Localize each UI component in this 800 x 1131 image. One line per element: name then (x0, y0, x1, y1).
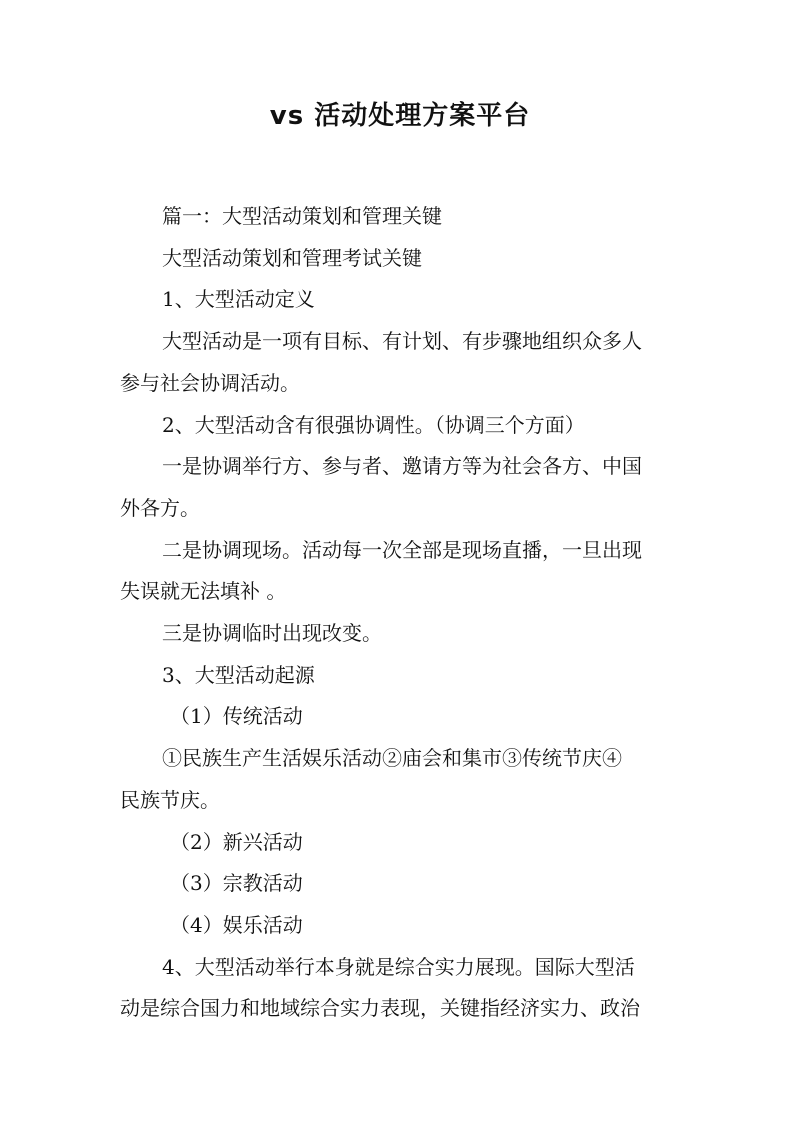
document-title: vs 活动处理方案平台 (269, 101, 531, 131)
paragraph-line: 一是协调举行方、参与者、邀请方等为社会各方、中国 (162, 454, 642, 479)
paragraph-line: （1）传统活动 (170, 704, 303, 729)
paragraph-line: 失误就无法填补 。 (120, 579, 287, 604)
paragraph-line: 2、大型活动含有很强协调性。（协调三个方面） (162, 412, 585, 437)
paragraph-line: 外各方。 (120, 495, 200, 520)
paragraph-line: 4、大型活动举行本身就是综合实力展现。国际大型活 (162, 954, 635, 979)
paragraph-line: （4）娱乐活动 (170, 912, 303, 937)
paragraph-line: ①民族生产生活娱乐活动②庙会和集市③传统节庆④ (162, 746, 622, 771)
paragraph-line: 篇一：大型活动策划和管理关键 (162, 204, 442, 228)
paragraph-line: 二是协调现场。活动每一次全部是现场直播，一旦出现 (162, 537, 642, 562)
paragraph-line: 动是综合国力和地域综合实力表现，关键指经济实力、政治 (120, 996, 640, 1021)
paragraph-line: （3）宗教活动 (170, 871, 303, 896)
paragraph-line: 三是协调临时出现改变。 (162, 621, 382, 646)
paragraph-line: 民族节庆。 (120, 787, 220, 812)
document-body (120, 196, 682, 1030)
paragraph-line: 大型活动是一项有目标、有计划、有步骤地组织众多人 (162, 329, 642, 354)
paragraph-line: 3、大型活动起源 (162, 662, 315, 687)
paragraph-line: 1、大型活动定义 (162, 287, 315, 312)
paragraph-line: 大型活动策划和管理考试关键 (162, 245, 422, 270)
paragraph-line: 参与社会协调活动。 (120, 370, 300, 395)
paragraph-line: （2）新兴活动 (170, 829, 303, 854)
